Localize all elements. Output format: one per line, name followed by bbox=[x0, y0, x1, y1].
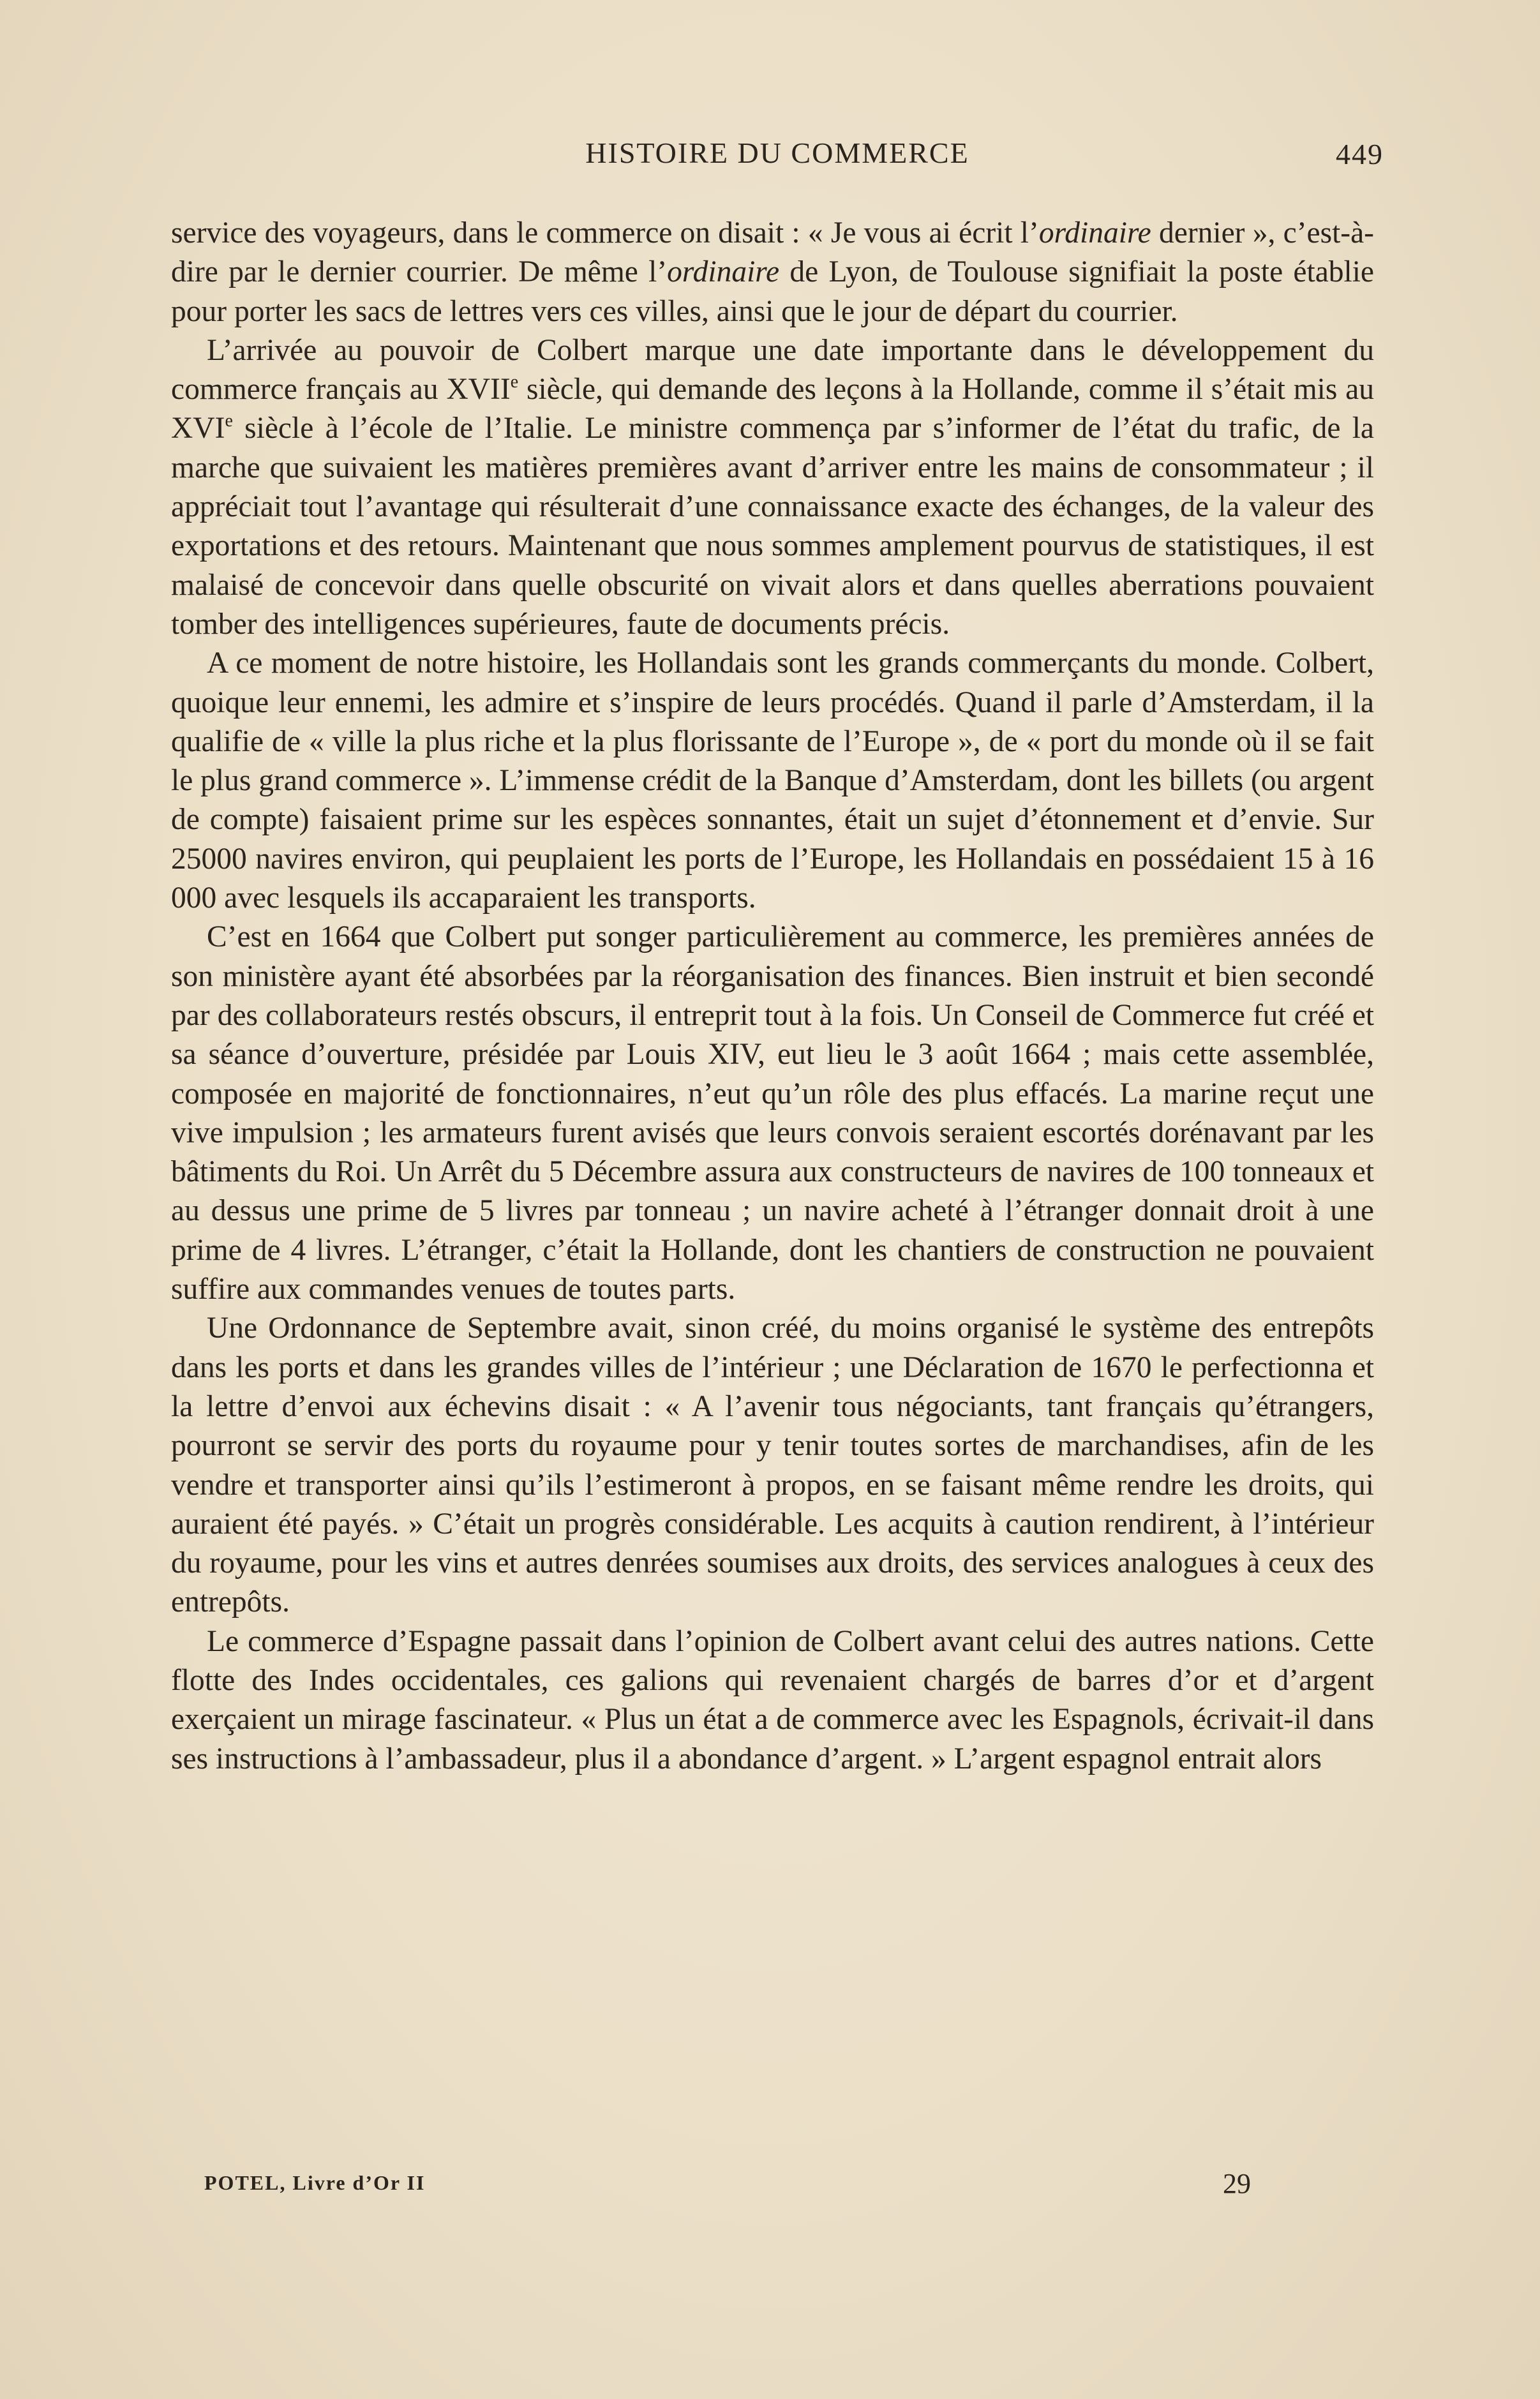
paragraph bbox=[171, 918, 1374, 1309]
page-footer bbox=[171, 2167, 1374, 2206]
paragraph bbox=[171, 331, 1374, 644]
text-run: C’est en 1664 que Colbert put songer particulièrement au commerce, les premières années de son ministère ayant été absorbées par la réorganisation des finances. Bien instruit et bien secondé par des collaborateurs restés obscurs, il entreprit tout à la fois. Un Conseil de Commerce fut créé et sa séance d’ouverture, présidée par Louis XIV, eut lieu le 3 août 1664 ; mais cette assemblée, composée en majorité de fonctionnaires, n’eut qu’un rôle des plus effacés. La marine reçut une vive impulsion ; les armateurs furent avisés que leurs convois seraient escortés dorénavant par les bâtiments du Roi. Un Arrêt du 5 Décembre assura aux constructeurs de navires de 100 tonneaux et au dessus une prime de 5 livres par tonneau ; un navire acheté à l’étranger donnait droit à une prime de 4 livres. L’étranger, c’était la Hollande, dont les chantiers de construction ne pouvaient suffire aux commandes venues de toutes parts. bbox=[171, 920, 1374, 1306]
text-run: A ce moment de notre histoire, les Hollandais sont les grands commerçants du monde. Colbert, quoique leur ennemi, les admire et s’inspire de leurs procédés. Quand il parle d’Amsterdam, il la qualifie de « ville la plus riche et la plus florissante de l’Europe », de « port du monde où il se fait le plus grand commerce ». L’immense crédit de la Banque d’Amsterdam, dont les billets (ou argent de compte) faisaient prime sur les espèces sonnantes, était un sujet d’étonnement et d’envie. Sur 25000 navires environ, qui peuplaient les ports de l’Europe, les Hollandais en possédaient 15 à 16 000 avec lesquels ils accaparaient les transports. bbox=[171, 646, 1374, 915]
ordinal-superscript: e bbox=[225, 411, 233, 431]
paragraph bbox=[171, 1622, 1374, 1779]
text-run: siècle, qui demande des leçons à la Hollande, comme il s’était mis au XVI bbox=[171, 373, 1374, 445]
paragraph bbox=[171, 644, 1374, 918]
italic-term: ordinaire bbox=[1038, 216, 1151, 250]
text-run: siècle à l’école de l’Italie. Le ministre commença par s’informer de l’état du trafic, de la marche que suivaient les matières premières avant d’arriver entre les mains de consommateur ; il appréciait tout l’avantage qui résulterait d’une connaissance exacte des échanges, de la valeur des exportations et des retours. Maintenant que nous sommes amplement pourvus de statistiques, il est malaisé de concevoir dans quelle obscurité on vivait alors et dans quelles aberrations pouvaient tomber des intelligences supérieures, faute de documents précis. bbox=[171, 412, 1374, 641]
footer-signature: POTEL, Livre d’Or II bbox=[204, 2171, 426, 2194]
running-title: HISTOIRE DU COMMERCE bbox=[585, 137, 969, 169]
text-run: Une Ordonnance de Septembre avait, sinon créé, du moins organisé le système des entrepôts dans les ports et dans les grandes villes de l’intérieur ; une Déclaration de 1670 le perfectionna et la lettre d’envoi aux échevins disait : « A l’avenir tous négociants, tant français qu’étrangers, pourront se servir des ports du royaume pour y tenir toutes sortes de marchandises, afin de les vendre et transporter ainsi qu’ils l’estimeront à propos, en se faisant même rendre les droits, qui auraient été payés. » C’était un progrès considérable. Les acquits à caution rendirent, à l’intérieur du royaume, pour les vins et autres denrées soumises aux droits, des services analogues à ceux des entrepôts. bbox=[171, 1312, 1374, 1619]
text-run: Le commerce d’Espagne passait dans l’opinion de Colbert avant celui des autres nations. Cette flotte des Indes occidentales, ces galions qui revenaient chargés de barres d’or et d’argent exerçaient un mirage fascinateur. « Plus un état a de commerce avec les Espagnols, écrivait-il dans ses instructions à l’ambassadeur, plus il a abondance d’argent. » L’argent espagnol entrait alors bbox=[171, 1624, 1374, 1775]
text-run: de Lyon, de Toulouse signifiait la poste établie pour porter les sacs de lettres vers ces villes, ainsi que le jour de départ du courrier. bbox=[171, 255, 1375, 328]
paragraph bbox=[171, 214, 1374, 331]
page-number: 449 bbox=[1336, 138, 1384, 170]
text-run: service des voyageurs, dans le commerce on disait : « Je vous ai écrit l’ bbox=[171, 216, 1039, 250]
ordinal-superscript: e bbox=[510, 372, 519, 392]
paragraph bbox=[171, 1309, 1374, 1622]
italic-term: ordinaire bbox=[667, 255, 780, 289]
text-run: L’arrivée au pouvoir de Colbert marque une date importante dans le développement du commerce français au XVII bbox=[171, 333, 1374, 407]
text-run: dernier », c’est-à-dire par le dernier courrier. De même l’ bbox=[171, 216, 1374, 289]
body-text bbox=[171, 214, 1374, 1779]
running-head bbox=[171, 131, 1384, 176]
footer-sheet-number: 29 bbox=[1223, 2168, 1251, 2199]
